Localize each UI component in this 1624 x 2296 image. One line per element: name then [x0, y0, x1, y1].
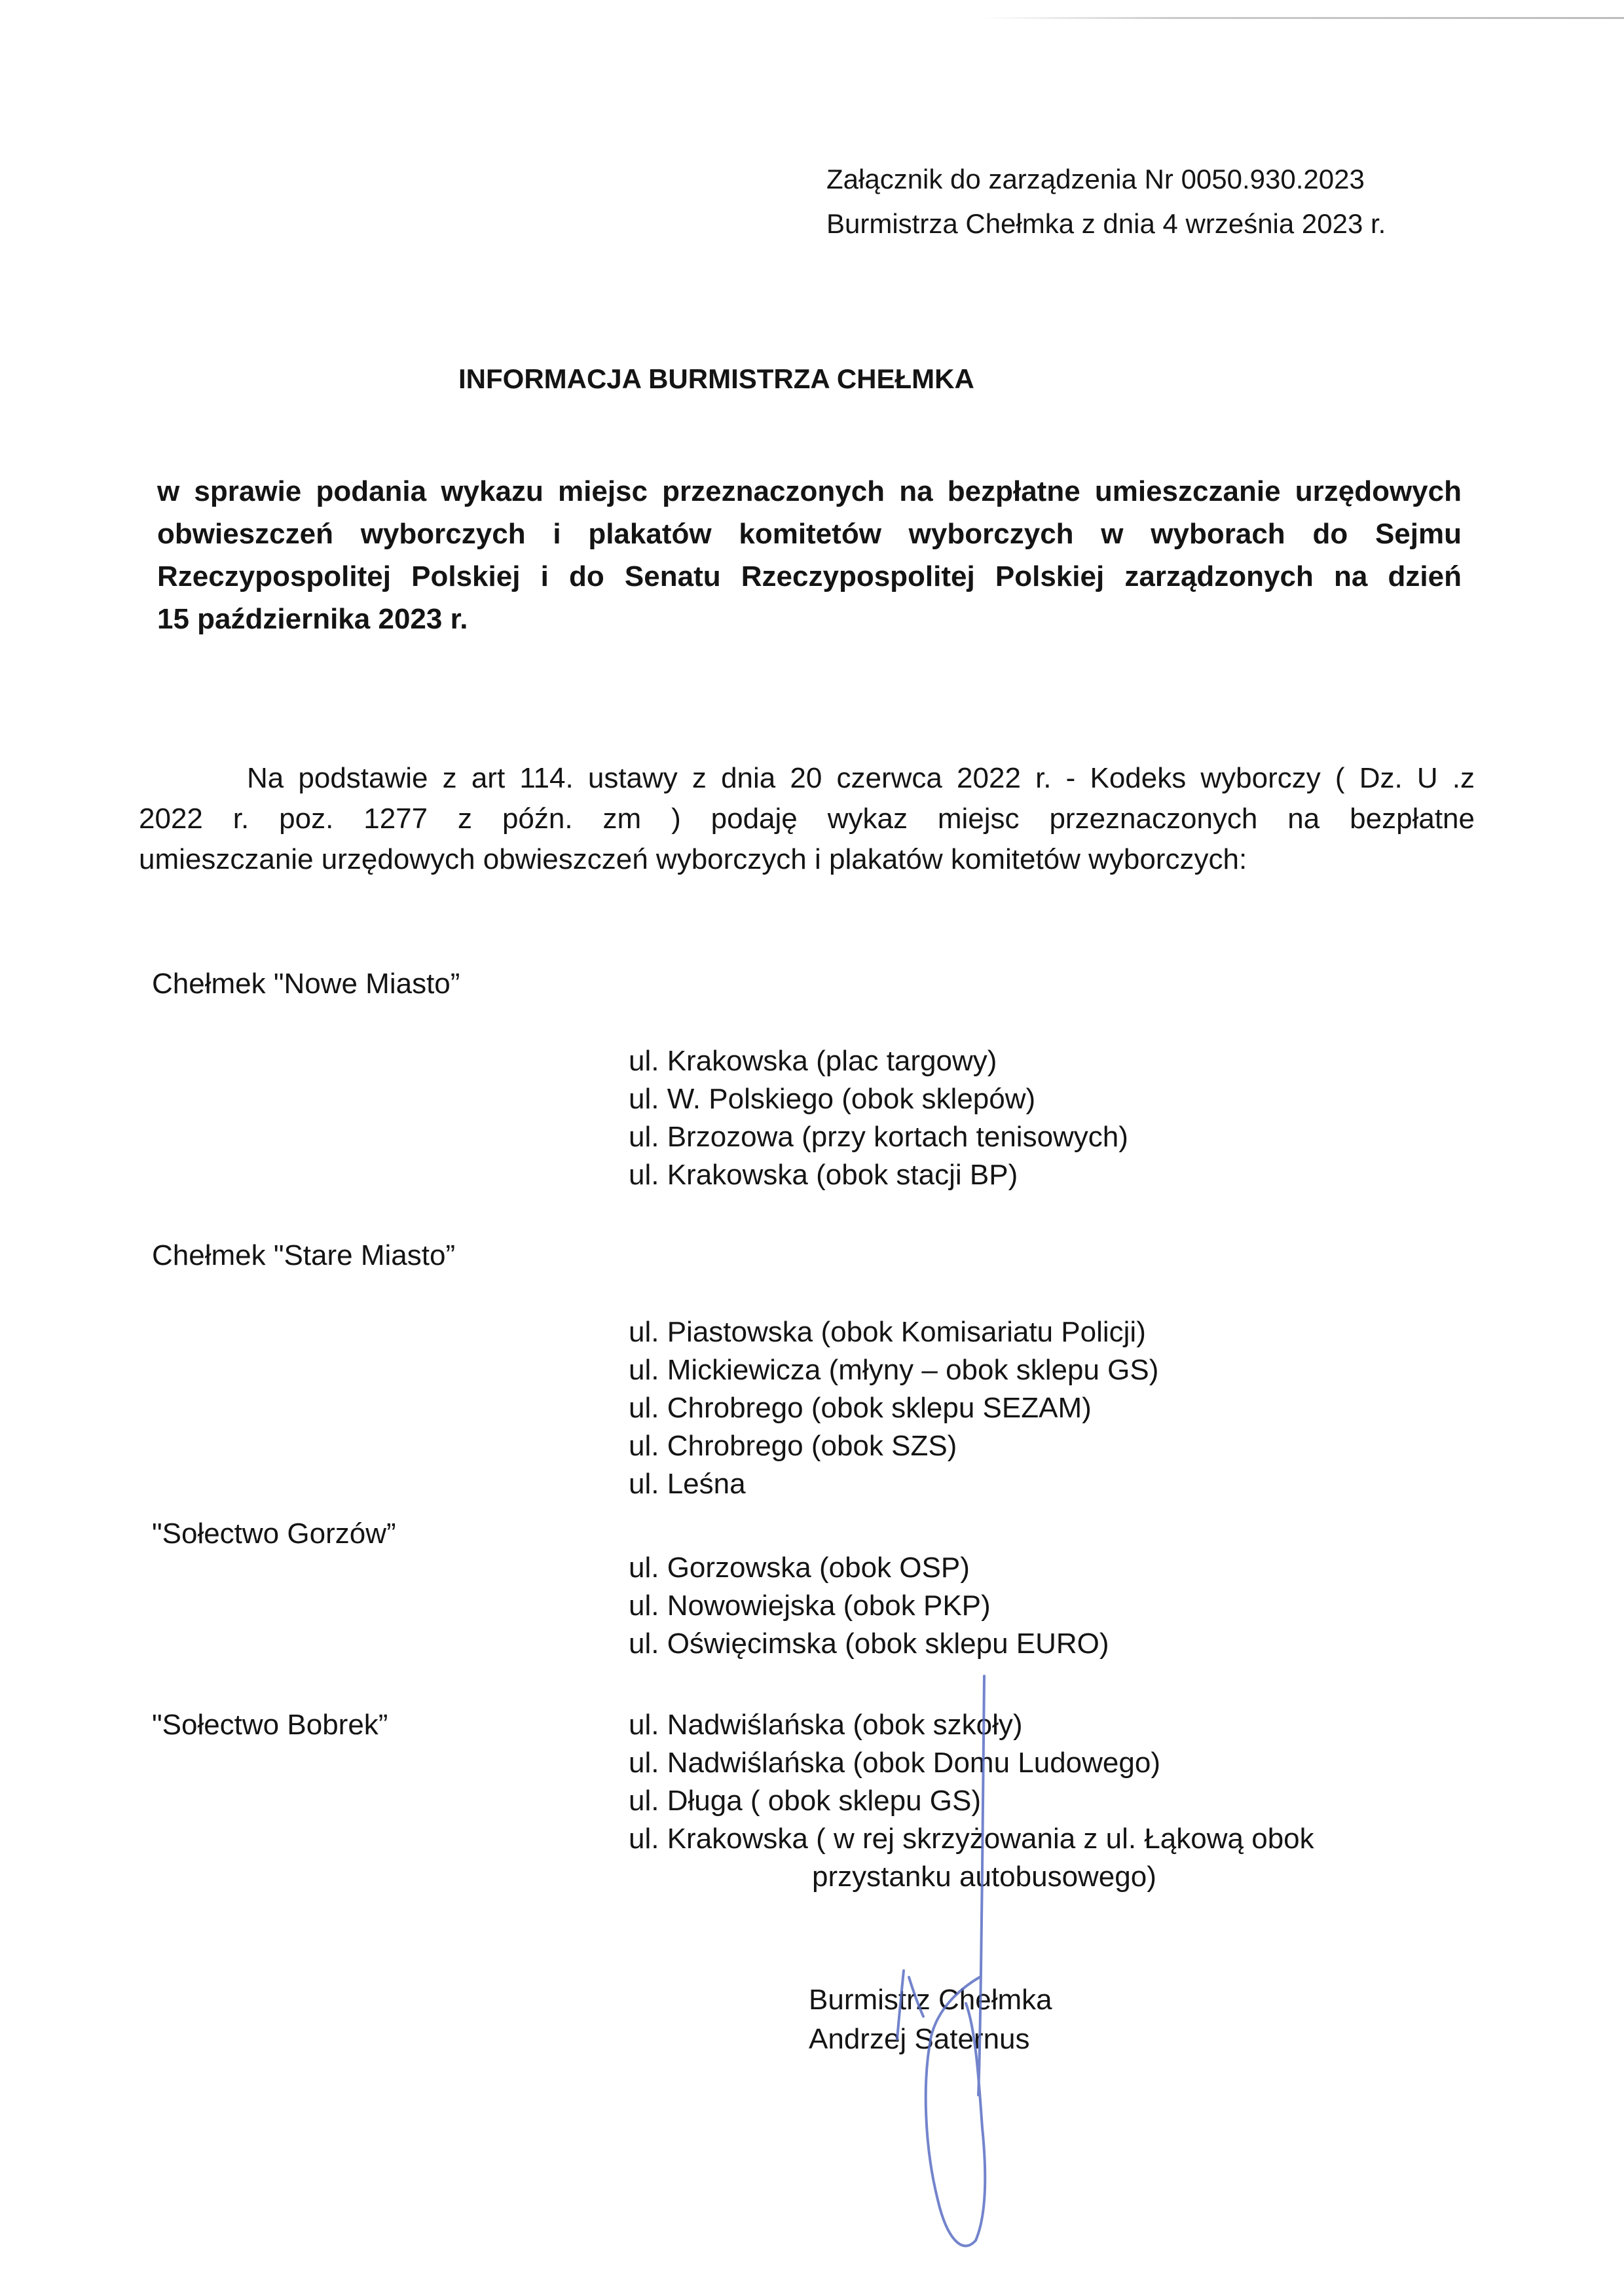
signatory-title: Burmistrz Chełmka: [809, 1984, 1052, 2016]
area-name: Chełmek "Nowe Miasto”: [152, 968, 460, 1000]
area-name: "Sołectwo Gorzów”: [152, 1518, 396, 1550]
place-item: ul. Leśna: [629, 1468, 746, 1500]
scan-edge-line: [982, 17, 1624, 19]
place-item: ul. Nowowiejska (obok PKP): [629, 1590, 991, 1622]
place-item: ul. W. Polskiego (obok sklepów): [629, 1083, 1036, 1115]
place-item: ul. Brzozowa (przy kortach tenisowych): [629, 1121, 1128, 1153]
body-line: Na podstawie z art 114. ustawy z dnia 20 czerwca 2022 r. - Kodeks wyborczy ( Dz. U .z: [247, 762, 1475, 794]
document-subject: [157, 470, 1462, 640]
place-item: ul. Krakowska (obok stacji BP): [629, 1159, 1018, 1191]
place-item: ul. Mickiewicza (młyny – obok sklepu GS): [629, 1354, 1159, 1386]
place-item: ul. Nadwiślańska (obok szkoły): [629, 1709, 1023, 1741]
place-item: ul. Gorzowska (obok OSP): [629, 1552, 970, 1584]
place-item: ul. Oświęcimska (obok sklepu EURO): [629, 1628, 1109, 1660]
place-item: ul. Krakowska ( w rej skrzyżowania z ul. Łąkową obok: [629, 1823, 1314, 1855]
legal-basis-paragraph: [139, 758, 1475, 880]
subject-line: w sprawie podania wykazu miejsc przeznaczonych na bezpłatne umieszczanie urzędowych: [157, 475, 1462, 507]
area-name: "Sołectwo Bobrek”: [152, 1709, 388, 1741]
subject-line: Rzeczypospolitej Polskiej i do Senatu Rzeczypospolitej Polskiej zarządzonych na dzień: [157, 560, 1462, 592]
signatory-name: Andrzej Saternus: [809, 2023, 1030, 2055]
place-item: ul. Krakowska (plac targowy): [629, 1045, 997, 1077]
place-item: ul. Piastowska (obok Komisariatu Policji): [629, 1316, 1146, 1348]
subject-line: obwieszczeń wyborczych i plakatów komitetów wyborczych w wyborach do Sejmu: [157, 518, 1462, 550]
place-item: ul. Nadwiślańska (obok Domu Ludowego): [629, 1747, 1160, 1779]
area-name: Chełmek "Stare Miasto”: [152, 1239, 456, 1271]
place-item-continuation: przystanku autobusowego): [812, 1861, 1156, 1893]
attachment-note-line1: Załącznik do zarządzenia Nr 0050.930.2023: [826, 164, 1365, 194]
place-item: ul. Chrobrego (obok sklepu SEZAM): [629, 1392, 1092, 1424]
place-item: ul. Chrobrego (obok SZS): [629, 1430, 957, 1462]
place-item: ul. Długa ( obok sklepu GS): [629, 1785, 982, 1817]
body-line: umieszczanie urzędowych obwieszczeń wyborczych i plakatów komitetów wyborczych:: [139, 843, 1247, 875]
body-line: 2022 r. poz. 1277 z późn. zm ) podaję wykaz miejsc przeznaczonych na bezpłatne: [139, 803, 1475, 835]
attachment-note-line2: Burmistrza Chełmka z dnia 4 września 2023 r.: [826, 208, 1386, 239]
document-title: INFORMACJA BURMISTRZA CHEŁMKA: [458, 363, 974, 394]
subject-line: 15 października 2023 r.: [157, 603, 468, 635]
